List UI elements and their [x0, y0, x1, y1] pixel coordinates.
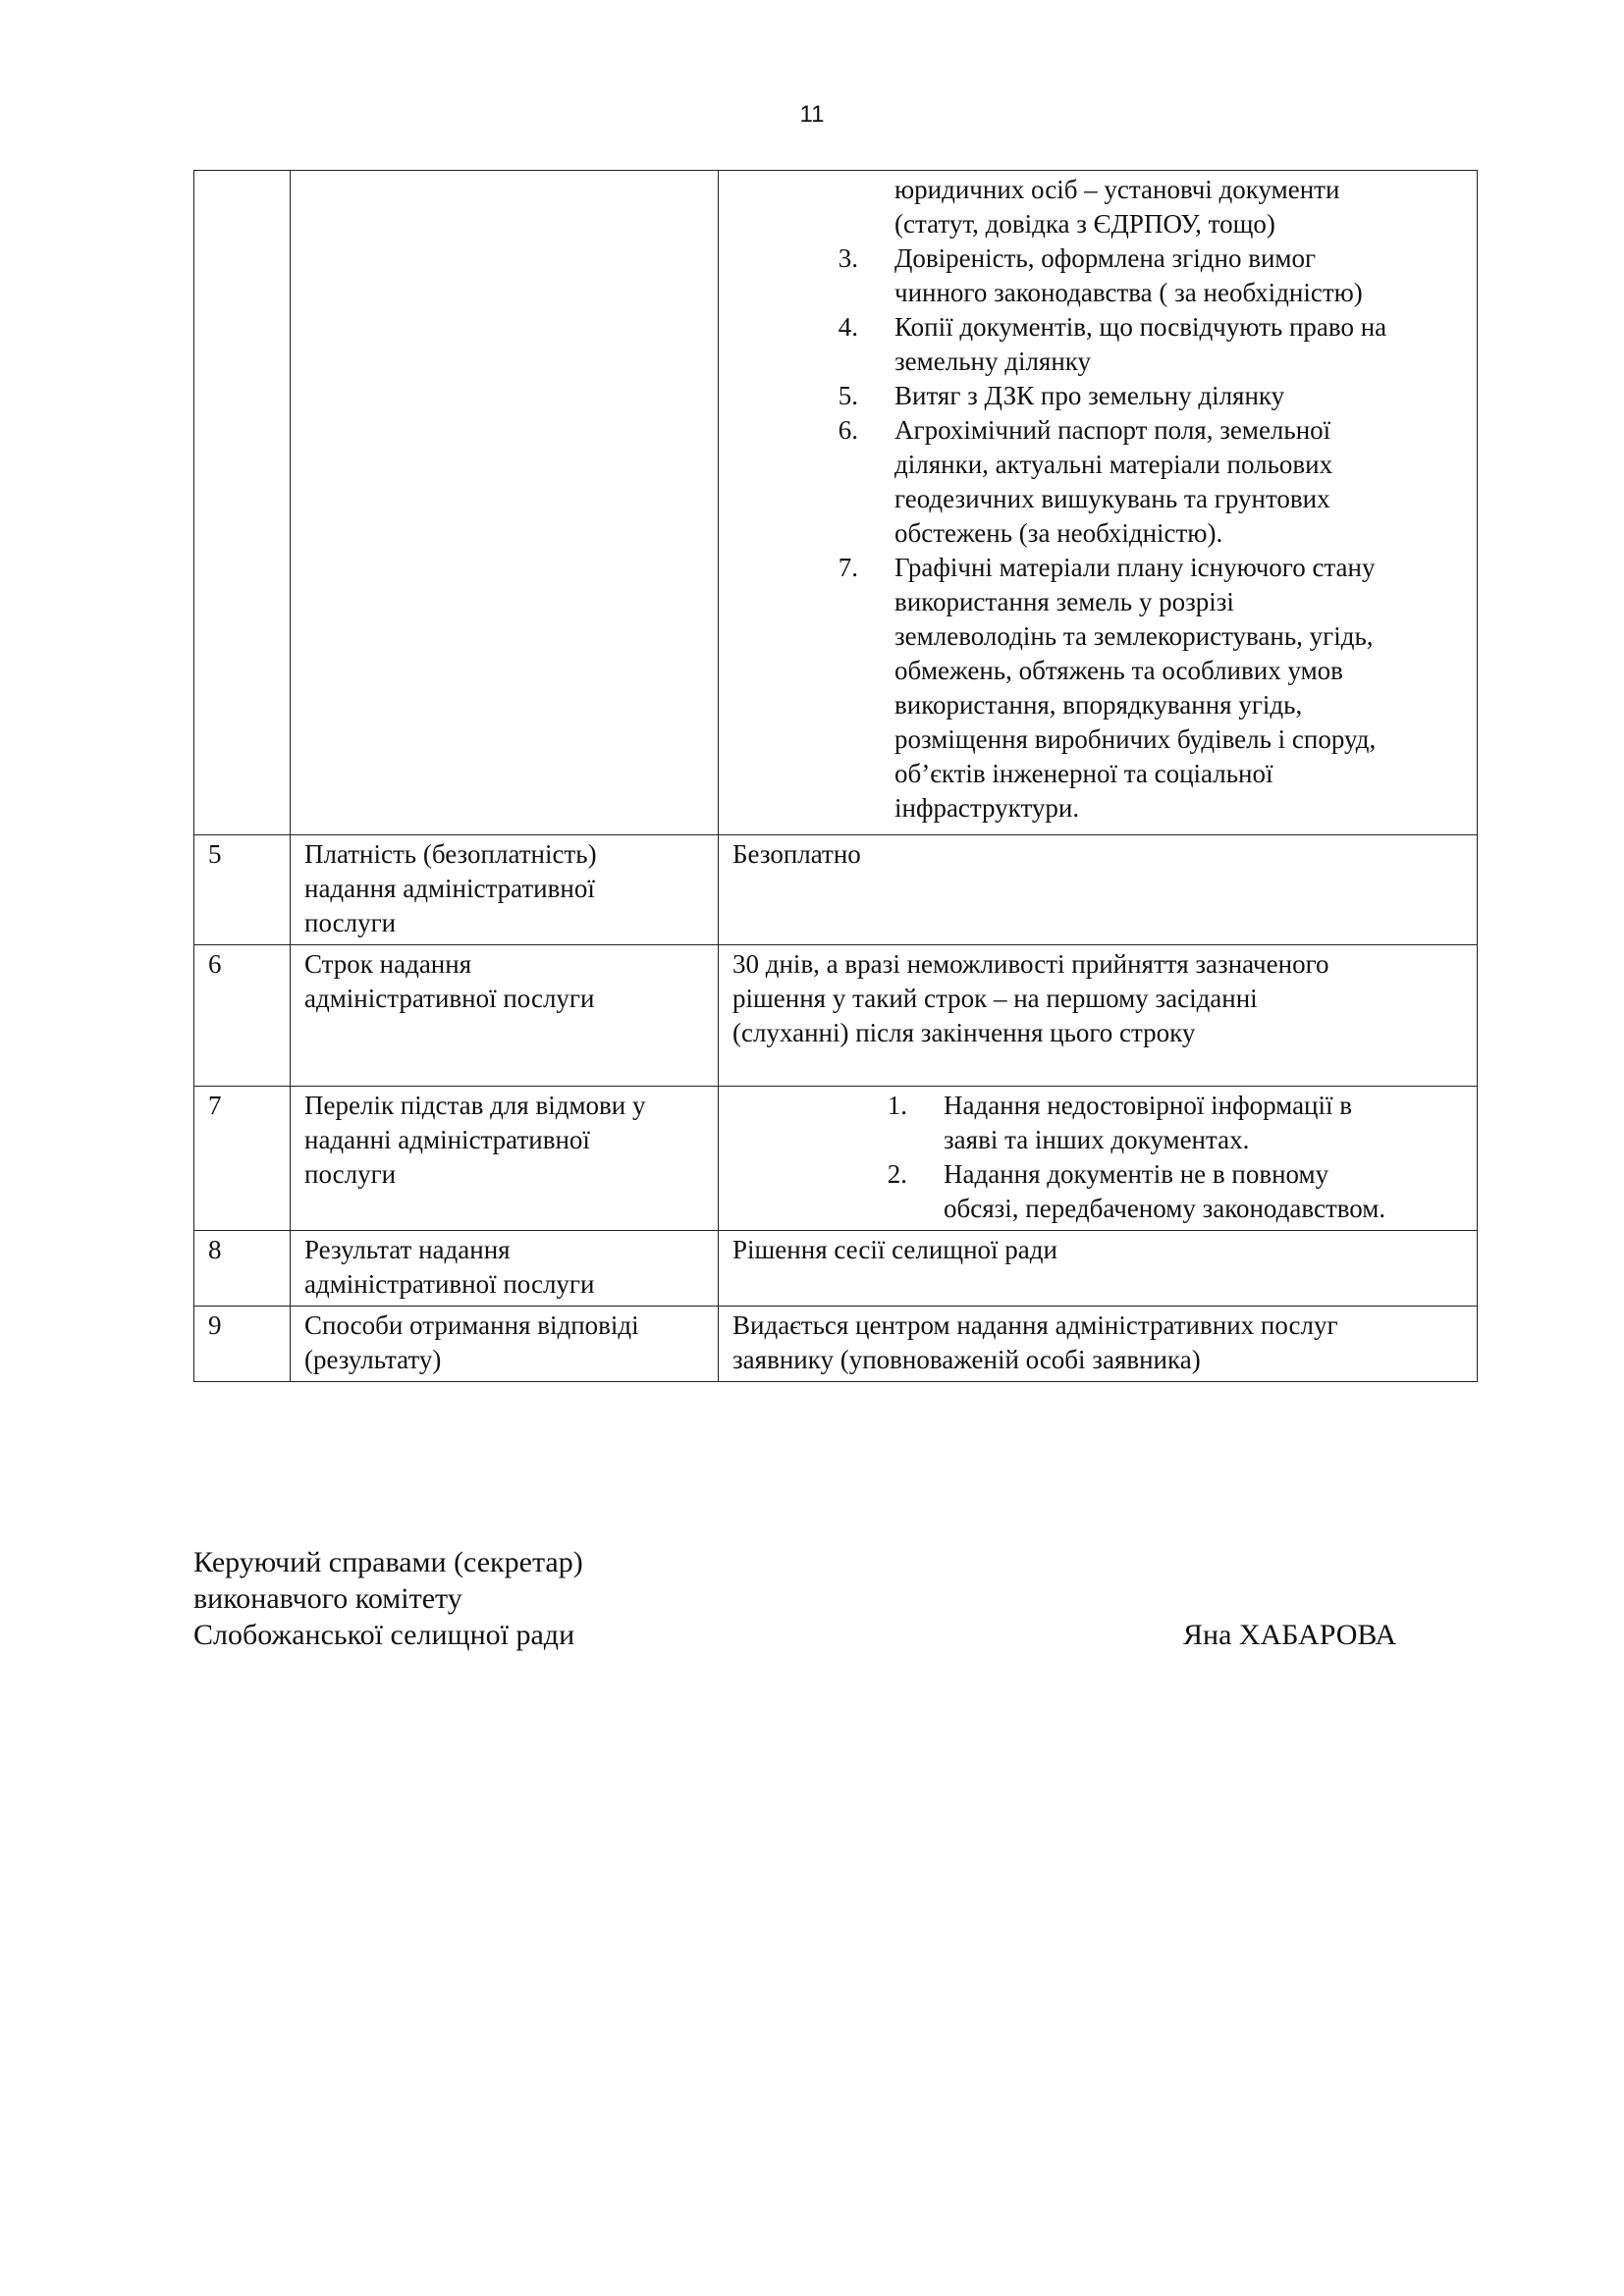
text-line: Довіреність, оформлена згідно вимог — [894, 243, 1317, 273]
list-item — [732, 1089, 1469, 1157]
text-line: Керуючий справами (секретар) — [193, 1546, 583, 1578]
text-line: обмежень, обтяжень та особливих умов — [894, 656, 1343, 685]
text-line: послуги — [304, 908, 397, 937]
documents-list-cell — [719, 171, 1478, 835]
table-row — [194, 1307, 1478, 1382]
table-row — [194, 171, 1478, 835]
text-line: Способи отримання відповіді — [304, 1310, 639, 1340]
text-line: наданні адміністративної — [304, 1125, 590, 1154]
text-line: розміщення виробничих будівель і споруд, — [894, 724, 1377, 754]
text-line: чинного законодавства ( за необхідністю) — [894, 278, 1363, 307]
list-item-number: 7. — [838, 553, 858, 582]
text-line: геодезичних вишукувань та грунтових — [894, 484, 1330, 513]
text-line: послуги — [304, 1159, 397, 1189]
text-line: землеволодінь та землекористувань, угідь, — [894, 621, 1374, 651]
row-number-cell: 5 — [194, 835, 291, 945]
text-line: Копії документів, що посвідчують право на — [894, 312, 1387, 342]
text-line: Видається центром надання адміністративних послуг — [732, 1310, 1338, 1340]
list-item — [732, 1157, 1469, 1226]
text-line: Надання недостовірної інформації в — [944, 1091, 1353, 1120]
text-line: обсязі, передбаченому законодавством. — [944, 1194, 1386, 1223]
list-item — [732, 413, 1469, 551]
text-line: (слуханні) після закінчення цього строку — [732, 1018, 1196, 1047]
page-number: 11 — [799, 101, 825, 128]
row-label-cell — [291, 945, 719, 1087]
row-value-cell — [719, 1231, 1478, 1307]
text-line: об’єктів інженерної та соціальної — [894, 759, 1273, 788]
text-line: Строк надання — [304, 949, 472, 979]
list-item-number: 6. — [838, 415, 858, 445]
text-line: заявнику (уповноваженій особі заявника) — [732, 1345, 1201, 1374]
refusal-reasons-list — [732, 1089, 1469, 1226]
text-line: використання земель у розрізі — [894, 587, 1234, 616]
documents-list — [732, 241, 1469, 826]
text-line: Витяг з ДЗК про земельну ділянку — [894, 381, 1285, 410]
row-value-cell — [719, 945, 1478, 1087]
text-line: виконавчого комітету — [193, 1582, 462, 1615]
list-item — [732, 310, 1469, 379]
row-label-cell — [291, 1087, 719, 1231]
text-line: Слобожанської селищної ради — [193, 1619, 575, 1651]
signatory-name: Яна ХАБАРОВА — [1183, 1619, 1397, 1651]
refusal-reasons-cell — [719, 1087, 1478, 1231]
signatory-position — [193, 1544, 881, 1653]
service-info-table — [193, 170, 1478, 1382]
text-line: Надання документів не в повному — [944, 1159, 1329, 1189]
list-item-number: 1. — [887, 1091, 907, 1120]
row-number-cell: 9 — [194, 1307, 291, 1382]
table-row — [194, 1231, 1478, 1307]
row-number-cell: 7 — [194, 1087, 291, 1231]
text-line: адміністративної послуги — [304, 984, 595, 1013]
table-row — [194, 835, 1478, 945]
row-number-cell: 8 — [194, 1231, 291, 1307]
text-line: Рішення сесії селищної ради — [732, 1235, 1057, 1264]
text-line: обстежень (за необхідністю). — [894, 518, 1223, 548]
text-line: (статут, довідка з ЄДРПОУ, тощо) — [894, 209, 1275, 239]
list-item-number: 3. — [838, 243, 858, 273]
text-line: використання, впорядкування угідь, — [894, 690, 1303, 720]
text-line: Графічні матеріали плану існуючого стану — [894, 553, 1376, 582]
text-line: Платність (безоплатність) — [304, 839, 597, 869]
text-line: адміністративної послуги — [304, 1269, 595, 1299]
text-line: Безоплатно — [732, 839, 861, 869]
list-item — [732, 379, 1469, 413]
text-line: земельну ділянку — [894, 347, 1092, 376]
text-line: заяві та інших документах. — [944, 1125, 1250, 1154]
table-row — [194, 1087, 1478, 1231]
text-line: Результат надання — [304, 1235, 511, 1264]
list-item — [732, 241, 1469, 310]
row-label-cell — [291, 1231, 719, 1307]
text-line: рішення у такий строк – на першому засіданні — [732, 984, 1258, 1013]
table-row — [194, 945, 1478, 1087]
list-item-number: 4. — [838, 312, 858, 342]
row-label-cell — [291, 171, 719, 835]
list-item-number: 5. — [838, 381, 858, 410]
row-number-cell — [194, 171, 291, 835]
text-line: 30 днів, а вразі неможливості прийняття зазначеного — [732, 949, 1329, 979]
text-line: Агрохімічний паспорт поля, земельної — [894, 415, 1331, 445]
list-continuation-text — [732, 173, 1469, 241]
text-line: (результату) — [304, 1345, 442, 1374]
list-item-number: 2. — [887, 1159, 907, 1189]
row-value-cell — [719, 835, 1478, 945]
row-number-cell: 6 — [194, 945, 291, 1087]
row-label-cell — [291, 835, 719, 945]
text-line: ділянки, актуальні матеріали польових — [894, 450, 1333, 479]
list-item — [732, 551, 1469, 826]
text-line: Перелік підстав для відмови у — [304, 1091, 646, 1120]
text-line: інфраструктури. — [894, 793, 1080, 823]
text-line: надання адміністративної — [304, 874, 595, 903]
row-value-cell — [719, 1307, 1478, 1382]
text-line: юридичних осіб – установчі документи — [894, 175, 1340, 204]
row-label-cell — [291, 1307, 719, 1382]
